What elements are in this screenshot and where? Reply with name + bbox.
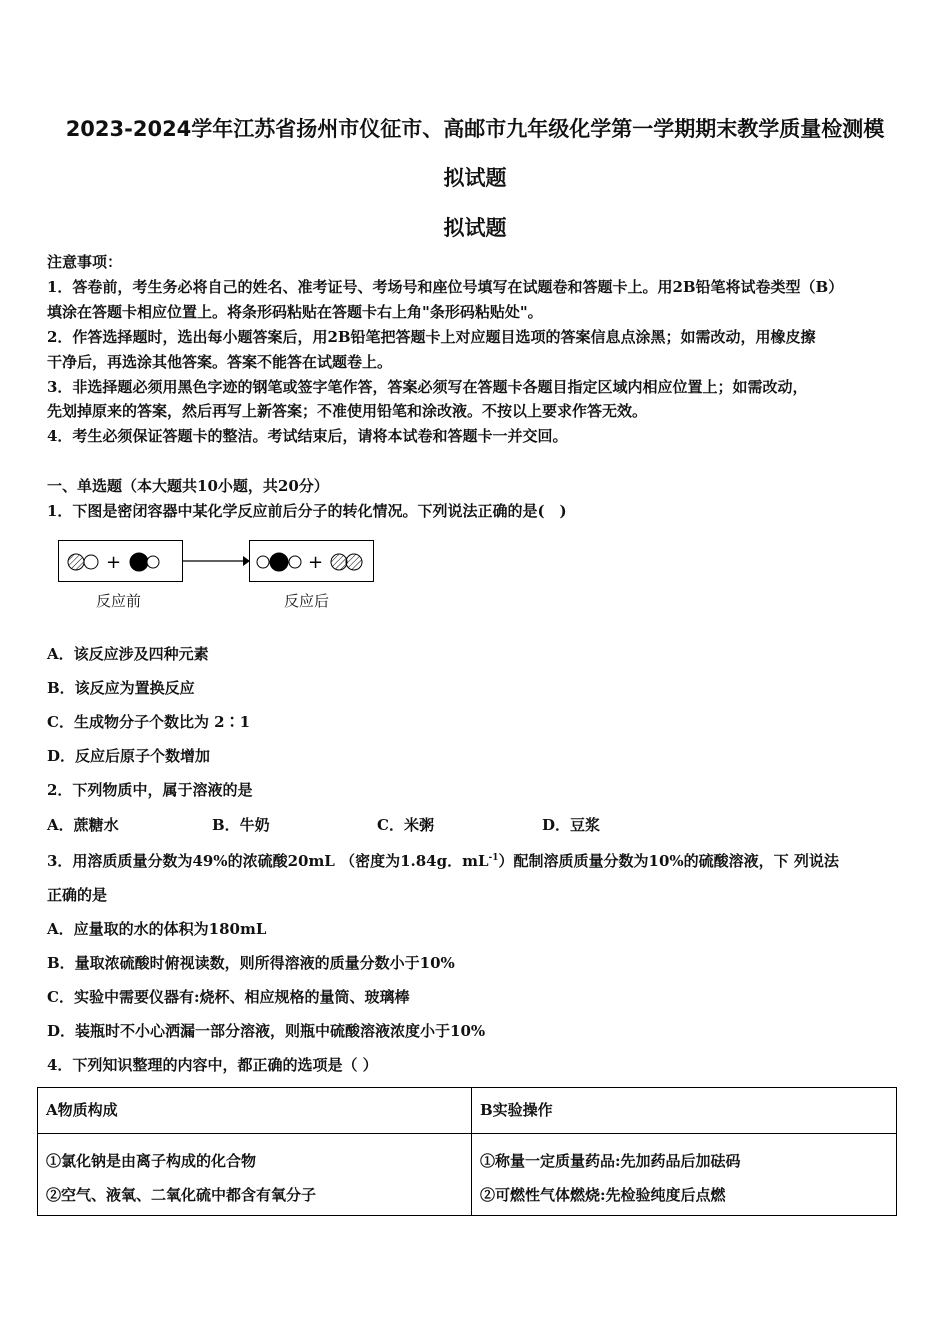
white-atom [84,555,98,569]
q3-option-b: B．量取浓硫酸时俯视读数，则所得溶液的质量分数小于10% [47,954,455,972]
q1-stem: 1．下图是密闭容器中某化学反应前后分子的转化情况。下列说法正确的是( ) [47,502,567,520]
hatched-atom [331,554,347,570]
white-atom [289,556,301,568]
plus-sign: + [308,552,324,573]
after-box [249,540,374,582]
q3-option-a: A．应量取的水的体积为180mL [47,920,267,938]
notice-line-3: 2．作答选择题时，选出每小题答案后，用2B铅笔把答题卡上对应题目选项的答案信息点涂黑；如需改动，用橡皮擦 [47,328,816,346]
q3-stem-part2: ）配制溶质质量分数为10%的硫酸溶液，下 列说法 [498,852,839,870]
before-box [58,540,183,582]
hatched-atom [346,554,362,570]
table-cell-a-line2: ②空气、液氧、二氧化硫中都含有氧分子 [46,1186,317,1204]
reaction-diagram [58,540,388,615]
black-atom [270,553,288,571]
notice-line-7: 4．考生必须保证答题卡的整洁。考试结束后，请将本试卷和答题卡一并交回。 [47,427,568,445]
exam-title-line2: 拟试题 [443,166,507,190]
exam-subtitle: 拟试题 [443,216,507,240]
notice-line-5: 3．非选择题必须用黑色字迹的钢笔或签字笔作答，答案必须写在答题卡各题目指定区域内相应位置上；如需改动， [47,378,808,396]
q2-option-d: D．豆浆 [542,816,601,834]
section-heading: 一、单选题（本大题共10小题，共20分） [47,477,329,495]
q1-option-d: D．反应后原子个数增加 [47,747,211,765]
q3-option-c: C．实验中需要仪器有:烧杯、相应规格的量筒、玻璃棒 [47,988,410,1006]
q3-stem-superscript: -1 [488,853,499,863]
notice-line-4: 干净后，再选涂其他答案。答案不能答在试题卷上。 [47,353,393,371]
q2-stem: 2．下列物质中，属于溶液的是 [47,781,253,799]
q3-stem-line2: 正确的是 [47,886,108,904]
q4-stem: 4．下列知识整理的内容中，都正确的选项是（ ） [47,1056,378,1074]
notice-line-1: 1．答卷前，考生务必将自己的姓名、准考证号、考场号和座位号填写在试题卷和答题卡上。用2B铅笔将试卷类型（B） [47,278,844,296]
q3-stem [47,848,839,871]
plus-sign: + [106,552,122,573]
arrow-icon [183,554,250,568]
table-cell-b-line1: ①称量一定质量药品:先加药品后加砝码 [480,1152,741,1170]
notice-line-6: 先划掉原来的答案，然后再写上新答案；不准使用铅笔和涂改液。不按以上要求作答无效。 [47,402,648,420]
white-atom [257,556,269,568]
q2-option-a: A．蔗糖水 [47,816,119,834]
q1-option-c: C．生成物分子个数比为 2∶1 [47,713,251,731]
hatched-atom [68,554,84,570]
q1-option-a: A．该反应涉及四种元素 [47,645,209,663]
table-header-a: A物质构成 [38,1088,472,1134]
table-header-row [38,1088,897,1134]
after-label: 反应后 [284,592,330,610]
table-cell-a-line1: ①氯化钠是由离子构成的化合物 [46,1152,257,1170]
black-atom [130,553,148,571]
white-atom [147,556,159,568]
q3-stem-part1: 3．用溶质质量分数为49%的浓硫酸20mL （密度为1.84g．mL [47,852,489,870]
notice-line-2: 填涂在答题卡相应位置上。将条形码粘贴在答题卡右上角"条形码粘贴处"。 [47,303,543,321]
q2-option-b: B．牛奶 [212,816,270,834]
knowledge-table [37,1087,897,1216]
exam-title-line1: 2023-2024学年江苏省扬州市仪征市、高邮市九年级化学第一学期期末教学质量检测模 [65,117,885,141]
table-cell-a [38,1134,472,1216]
before-label: 反应前 [96,592,142,610]
table-cell-b-line2: ②可燃性气体燃烧:先检验纯度后点燃 [480,1186,726,1204]
q1-option-b: B．该反应为置换反应 [47,679,195,697]
table-header-b: B实验操作 [472,1088,897,1134]
before-molecules [59,541,184,583]
table-row [38,1134,897,1216]
q3-option-d: D．装瓶时不小心洒漏一部分溶液，则瓶中硫酸溶液浓度小于10% [47,1022,486,1040]
after-molecules [250,541,375,583]
notice-heading: 注意事项： [47,253,123,271]
q2-option-c: C．米粥 [377,816,434,834]
table-cell-b [472,1134,897,1216]
